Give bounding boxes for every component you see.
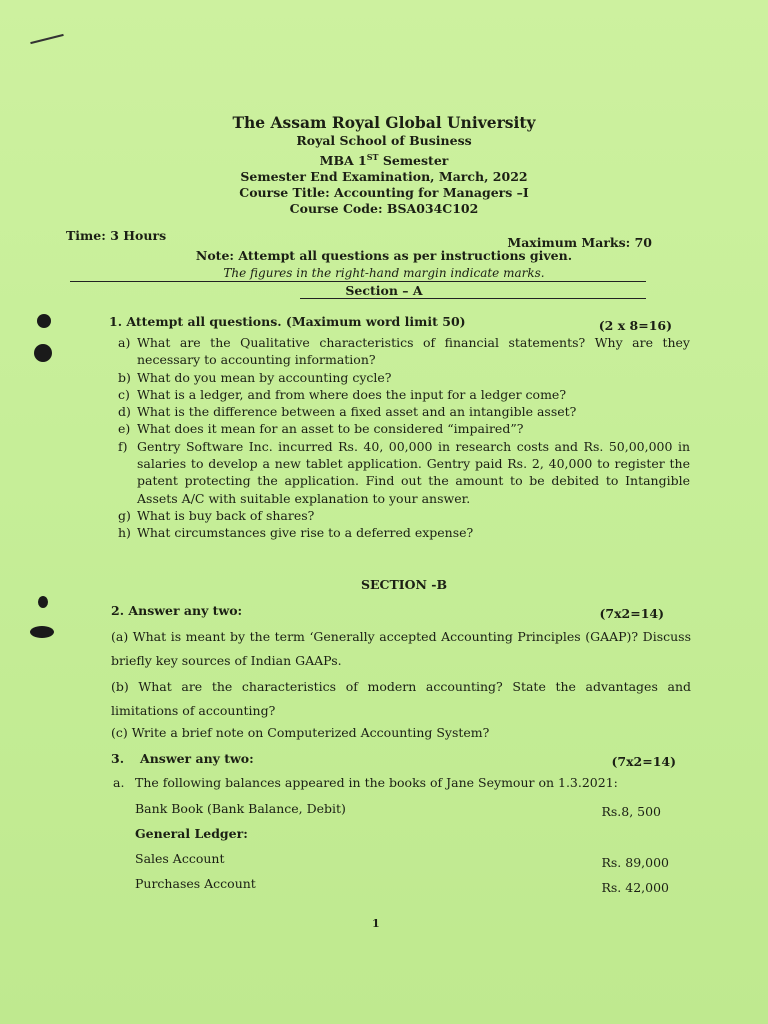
question-item	[118, 386, 690, 403]
program-name: MBA 1	[319, 153, 367, 169]
purchases-account-label: Purchases Account	[135, 876, 256, 891]
section-a-title: Section – A	[345, 283, 423, 298]
punch-hole	[37, 314, 51, 328]
item-text: What is the difference between a fixed asset and an intangible asset?	[137, 404, 577, 420]
item-label: g)	[118, 507, 131, 523]
item-label: e)	[118, 421, 131, 437]
school-name: Royal School of Business	[296, 133, 472, 148]
question-item	[118, 420, 690, 437]
sales-account-value: Rs. 89,000	[601, 855, 669, 870]
question-1-list	[118, 334, 690, 542]
question-item	[118, 334, 690, 369]
item-text: What is buy back of shares?	[137, 507, 315, 523]
item-text: What are the Qualitative characteristics of financial statements? Why are they necessary to accounting information?	[137, 335, 690, 368]
question-2-option-c: (c) Write a brief note on Computerized Accounting System?	[111, 725, 490, 740]
course-title: Course Title: Accounting for Managers –I	[239, 185, 529, 201]
item-label: b)	[118, 369, 131, 385]
item-label: a)	[118, 335, 131, 350]
pen-mark	[30, 34, 63, 44]
marks-note: The figures in the right-hand margin indicate marks.	[223, 266, 545, 280]
question-1-heading: 1. Attempt all questions. (Maximum word limit 50)	[109, 314, 466, 329]
punch-hole	[30, 626, 54, 638]
divider-line	[70, 281, 646, 282]
item-text: What do you mean by accounting cycle?	[137, 369, 392, 385]
item-label: f)	[118, 438, 128, 454]
purchases-account-value: Rs. 42,000	[601, 880, 669, 895]
sales-account-label: Sales Account	[135, 851, 225, 866]
question-item	[118, 524, 690, 541]
page-number: 1	[372, 917, 380, 930]
university-name: The Assam Royal Global University	[232, 113, 536, 132]
exam-name: Semester End Examination, March, 2022	[240, 169, 528, 185]
program-superscript: ST	[366, 152, 379, 162]
item-text: What circumstances give rise to a deferred expense?	[137, 525, 474, 541]
max-marks: Maximum Marks: 70	[507, 235, 652, 250]
course-code: Course Code: BSA034C102	[289, 201, 479, 217]
question-2-option-a: (a) What is meant by the term ‘Generally accepted Accounting Principles (GAAP)? Discuss briefly key sources of Indian GAAPs.	[111, 629, 691, 668]
program-line	[0, 149, 768, 169]
question-3-number: 3.	[111, 751, 125, 766]
question-item	[118, 438, 690, 507]
question-3-marks: (7x2=14)	[611, 754, 676, 769]
question-item	[118, 507, 690, 524]
question-3-heading: Answer any two:	[140, 751, 254, 766]
item-text: Gentry Software Inc. incurred Rs. 40, 00,000 in research costs and Rs. 50,00,000 in salaries to develop a new tablet application. Gentry paid Rs. 2, 40,000 to register the patent protecting the application. Find out the amount to be debited to Intangible Assets A/C with suitable explanation to your answer.	[137, 438, 690, 506]
exam-time: Time: 3 Hours	[66, 228, 167, 243]
question-3a-text: The following balances appeared in the books of Jane Seymour on 1.3.2021:	[135, 775, 618, 790]
section-b-title: SECTION -B	[360, 577, 448, 592]
bank-book-value: Rs.8, 500	[601, 804, 661, 819]
question-item	[118, 403, 690, 420]
exam-header	[0, 113, 768, 217]
item-label: d)	[118, 404, 131, 420]
question-item	[118, 369, 690, 386]
divider-line	[300, 298, 646, 299]
question-2-marks: (7x2=14)	[599, 606, 664, 621]
question-2-heading: 2. Answer any two:	[111, 603, 243, 618]
item-text: What does it mean for an asset to be considered “impaired”?	[137, 421, 524, 437]
instructions-note: Note: Attempt all questions as per instructions given.	[195, 248, 573, 263]
question-1-marks: (2 x 8=16)	[598, 318, 672, 333]
question-2-option-b: (b) What are the characteristics of modern accounting? State the advantages and limitations of accounting?	[111, 679, 691, 718]
item-label: c)	[118, 386, 130, 402]
question-3a-label: a.	[113, 775, 125, 790]
general-ledger-title: General Ledger:	[135, 826, 248, 841]
item-text: What is a ledger, and from where does the input for a ledger come?	[137, 386, 567, 402]
bank-book-label: Bank Book (Bank Balance, Debit)	[135, 801, 346, 816]
punch-hole	[34, 344, 52, 362]
item-label: h)	[118, 525, 131, 541]
program-suffix: Semester	[378, 153, 449, 169]
punch-hole	[38, 596, 48, 608]
